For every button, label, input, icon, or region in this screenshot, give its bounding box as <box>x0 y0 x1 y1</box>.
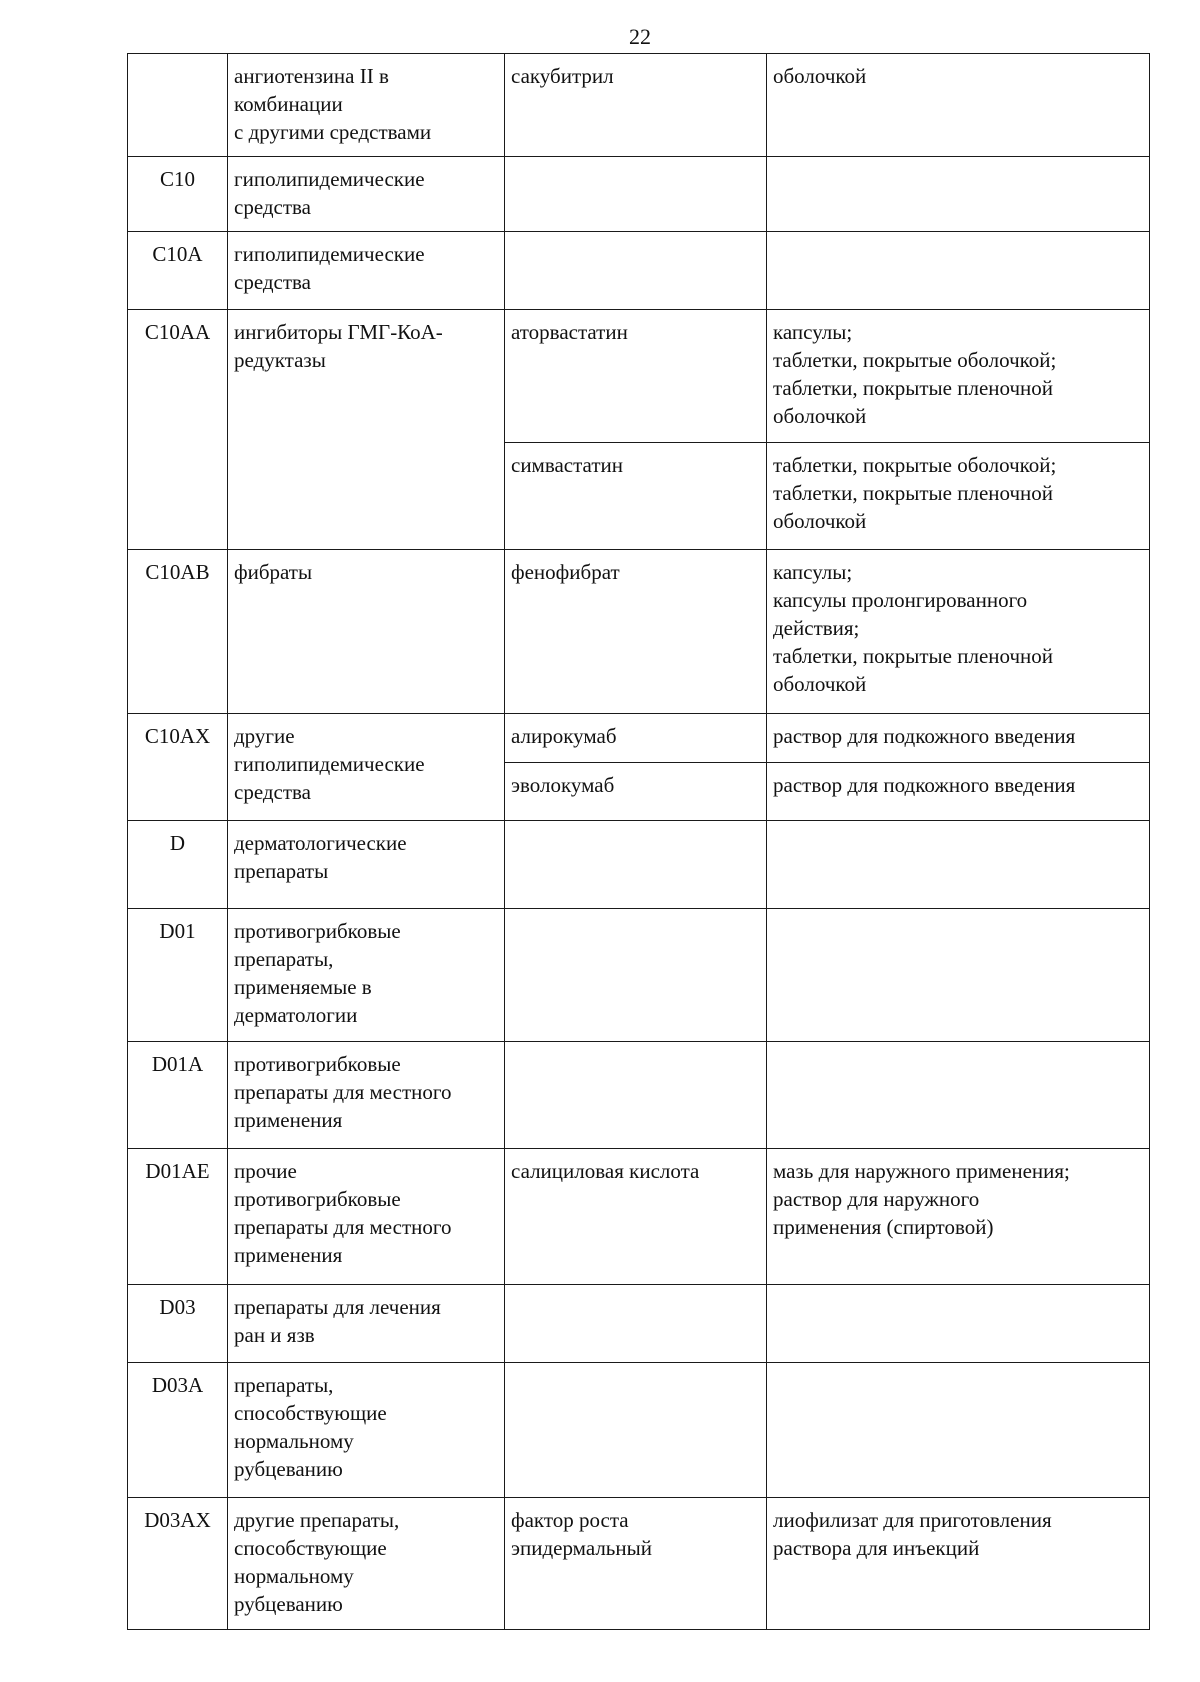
table-row <box>128 821 1150 909</box>
drug-name: алирокумаб <box>505 714 767 763</box>
drug-name <box>505 157 767 232</box>
table-row <box>128 1498 1150 1630</box>
drug-name <box>505 232 767 310</box>
anatomical-therapeutic-group: препараты, способствующие нормальному рубцеванию <box>228 1363 505 1498</box>
dosage-form: раствор для подкожного введения <box>767 714 1150 763</box>
atc-code <box>128 54 228 157</box>
anatomical-therapeutic-group: гиполипидемические средства <box>228 232 505 310</box>
atc-code: D03 <box>128 1285 228 1363</box>
atc-code: C10AX <box>128 714 228 821</box>
dosage-form <box>767 1042 1150 1149</box>
dosage-form <box>767 821 1150 909</box>
atc-code: D01 <box>128 909 228 1042</box>
atc-code: C10AA <box>128 310 228 550</box>
table-row <box>128 550 1150 714</box>
atc-code: C10 <box>128 157 228 232</box>
anatomical-therapeutic-group: препараты для лечения ран и язв <box>228 1285 505 1363</box>
drug-name: симвастатин <box>505 443 767 550</box>
drug-name <box>505 1285 767 1363</box>
table-row <box>128 1149 1150 1285</box>
dosage-form: капсулы; капсулы пролонгированного действия; таблетки, покрытые пленочной оболочкой <box>767 550 1150 714</box>
table-row <box>128 1363 1150 1498</box>
table-row <box>128 54 1150 157</box>
dosage-form: капсулы; таблетки, покрытые оболочкой; таблетки, покрытые пленочной оболочкой <box>767 310 1150 443</box>
anatomical-therapeutic-group: противогрибковые препараты для местного применения <box>228 1042 505 1149</box>
drug-name: салициловая кислота <box>505 1149 767 1285</box>
drug-classification-table <box>127 53 1150 1630</box>
dosage-form <box>767 909 1150 1042</box>
table-row <box>128 1285 1150 1363</box>
atc-code: D03AX <box>128 1498 228 1630</box>
atc-code: D01A <box>128 1042 228 1149</box>
anatomical-therapeutic-group: ангиотензина II в комбинации с другими средствами <box>228 54 505 157</box>
drug-name: эволокумаб <box>505 763 767 821</box>
atc-code: C10A <box>128 232 228 310</box>
drug-name <box>505 821 767 909</box>
atc-code: D <box>128 821 228 909</box>
drug-name <box>505 909 767 1042</box>
table-row <box>128 232 1150 310</box>
table-row <box>128 714 1150 763</box>
atc-code: D01AE <box>128 1149 228 1285</box>
dosage-form: лиофилизат для приготовления раствора для инъекций <box>767 1498 1150 1630</box>
anatomical-therapeutic-group: другие гиполипидемические средства <box>228 714 505 821</box>
drug-name: фактор роста эпидермальный <box>505 1498 767 1630</box>
atc-code: D03A <box>128 1363 228 1498</box>
anatomical-therapeutic-group: ингибиторы ГМГ-КоА- редуктазы <box>228 310 505 550</box>
dosage-form <box>767 157 1150 232</box>
atc-code: C10AB <box>128 550 228 714</box>
anatomical-therapeutic-group: прочие противогрибковые препараты для местного применения <box>228 1149 505 1285</box>
table-row <box>128 157 1150 232</box>
page-number: 22 <box>629 24 651 49</box>
table-row <box>128 1042 1150 1149</box>
dosage-form: мазь для наружного применения; раствор для наружного применения (спиртовой) <box>767 1149 1150 1285</box>
drug-name: аторвастатин <box>505 310 767 443</box>
dosage-form <box>767 1363 1150 1498</box>
dosage-form: оболочкой <box>767 54 1150 157</box>
dosage-form <box>767 1285 1150 1363</box>
dosage-form: раствор для подкожного введения <box>767 763 1150 821</box>
dosage-form: таблетки, покрытые оболочкой; таблетки, покрытые пленочной оболочкой <box>767 443 1150 550</box>
dosage-form <box>767 232 1150 310</box>
drug-name: сакубитрил <box>505 54 767 157</box>
table-row <box>128 909 1150 1042</box>
anatomical-therapeutic-group: противогрибковые препараты, применяемые в дерматологии <box>228 909 505 1042</box>
drug-name: фенофибрат <box>505 550 767 714</box>
anatomical-therapeutic-group: фибраты <box>228 550 505 714</box>
anatomical-therapeutic-group: дерматологические препараты <box>228 821 505 909</box>
anatomical-therapeutic-group: гиполипидемические средства <box>228 157 505 232</box>
anatomical-therapeutic-group: другие препараты, способствующие нормальному рубцеванию <box>228 1498 505 1630</box>
drug-name <box>505 1042 767 1149</box>
table-row <box>128 310 1150 443</box>
drug-name <box>505 1363 767 1498</box>
